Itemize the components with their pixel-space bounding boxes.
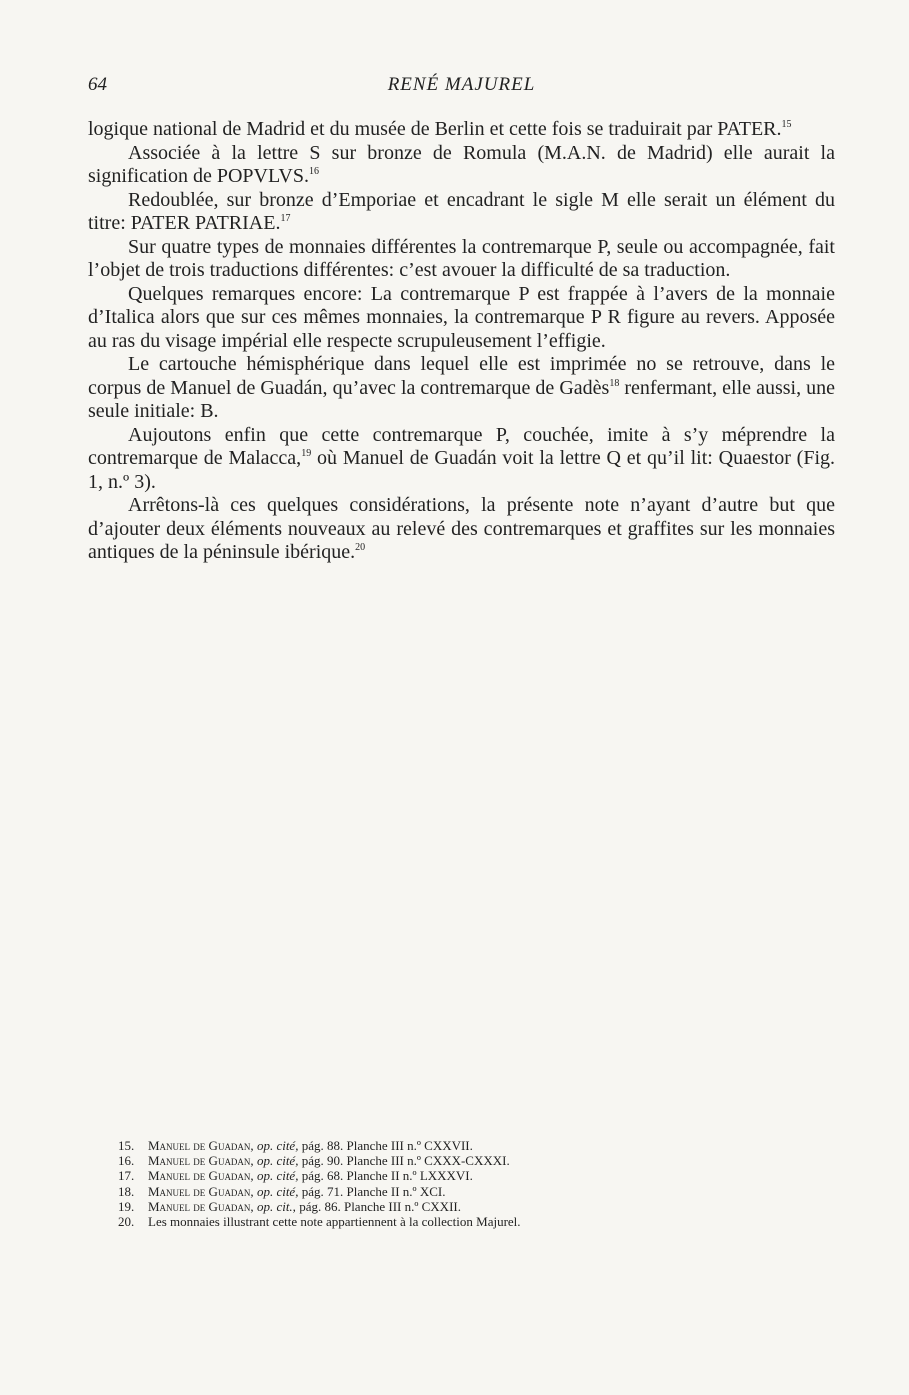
running-title: RENÉ MAJUREL [387, 74, 536, 95]
footnote-ref: 17 [280, 213, 291, 224]
paragraph: Le cartouche hémisphérique dans lequel elle est imprimée no se retrouve, dans le corpus de Manuel de Guadán, qu’avec la contremarque de Gadès$^{18}$ renfermant, elle aussi, une seule initiale: B. [88, 353, 836, 422]
footnote: 16. Manuel de Guadan, op. cité, pág. 90. Planche III n.º CXXX-CXXXI. [118, 1153, 510, 1169]
footnote-number: 18. [118, 1183, 135, 1199]
footnote-number: 20. [118, 1214, 135, 1230]
paragraph: Associée à la lettre S sur bronze de Romula (M.A.N. de Madrid) elle aurait la signification de POPVLVS.$^{16}$ [88, 141, 835, 187]
footnote: 15. Manuel de Guadan, op. cité, pág. 88. Planche III n.º CXXVII. [118, 1138, 473, 1153]
footnote-ref: 18 [609, 377, 620, 389]
footnote: 20. Les monnaies illustrant cette note appartiennent à la collection Majurel. [118, 1214, 521, 1230]
body-text [88, 118, 835, 565]
running-head [88, 74, 835, 104]
footnote: 19. Manuel de Guadan, op. cit., pág. 86. Planche III n.º CXXII. [118, 1198, 461, 1214]
footnote: 17. Manuel de Guadan, op. cité, pág. 68. Planche II n.º LXXXVI. [118, 1168, 473, 1184]
footnote-number: 19. [118, 1198, 135, 1214]
footnote-number: 17. [118, 1168, 135, 1184]
paragraph: Arrêtons-là ces quelques considérations, la présente note n’ayant d’autre but que d’ajouter deux éléments nouveaux au relevé des contremarques et graffites sur les monnaies antiques de la péninsule ibérique.$^{20}$ [88, 494, 835, 563]
footnote: 18. Manuel de Guadan, op. cité, pág. 71. Planche II n.º XCI. [118, 1183, 446, 1199]
footnotes [118, 1138, 738, 1229]
paragraph: Sur quatre types de monnaies différentes la contremarque P, seule ou accompagnée, fait l’objet de trois traductions différentes: c’est avouer la difficulté de sa traduction. [88, 235, 835, 281]
footnote-number: 15. [118, 1138, 135, 1153]
footnote-ref: 19 [301, 448, 312, 459]
paragraph: logique national de Madrid et du musée de Berlin et cette fois se traduirait par PATER.$^{15}$ [88, 118, 792, 140]
footnote-ref: 16 [308, 166, 319, 177]
footnote-ref: 15 [781, 119, 792, 130]
paragraph: Aujoutons enfin que cette contremarque P, couchée, imite à s’y méprendre la contremarque de Malacca,$^{19}$ où Manuel de Guadán voit la lettre Q et qu’il lit: Quaestor (Fig. 1, n.º 3). [88, 423, 836, 493]
footnote-number: 16. [118, 1153, 135, 1169]
footnote-ref: 20 [355, 542, 366, 553]
page-number: 64 [88, 74, 107, 95]
paragraph: Redoublée, sur bronze d’Emporiae et encadrant le sigle M elle serait un élément du titre: PATER PATRIAE.$^{17}$ [88, 188, 835, 234]
paragraph: Quelques remarques encore: La contremarque P est frappée à l’avers de la monnaie d’Italica alors que sur ces mêmes monnaies, la contremarque P R figure au revers. Apposée au ras du visage impérial elle respecte scrupuleusement l’effigie. [88, 282, 835, 352]
